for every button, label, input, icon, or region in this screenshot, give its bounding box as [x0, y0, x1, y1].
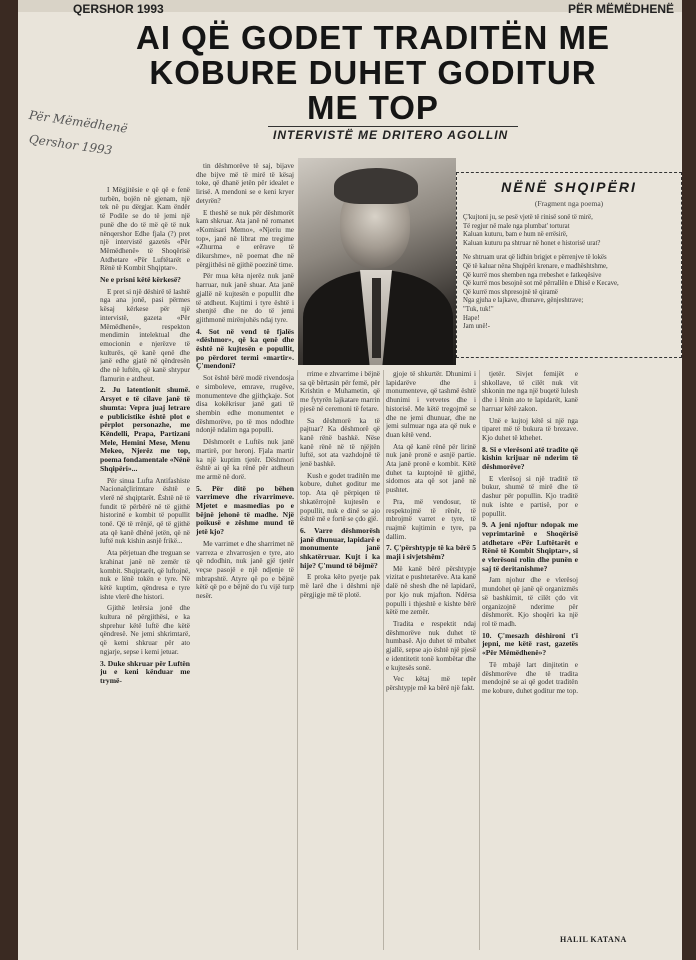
interview-paragraph: Ata që kanë rënë për lirinë nuk janë pronë e asnjë partie. Ata janë pronë e kombit. Këtë duhet ta kuptojnë të gjithë, sidomos ata që sot janë në pushtet.	[386, 442, 476, 495]
interview-question: 10. Ç'mesazh dëshironi t'i jepni, me këtë rast, gazetës «Për Mëmëdhenë»?	[482, 630, 578, 658]
interview-paragraph: Për mua këta njerëz nuk janë harruar, nuk janë shuar. Ata janë gjallë në kujtesën e popullit dhe të atdheut. Kujtimi i tyre është i shenjtë dhe ne do të jemi gjithmonë mirënjohës ndaj tyre.	[196, 272, 294, 324]
article-subtitle: INTERVISTË ME DRITERO AGOLLIN	[273, 128, 509, 142]
column-rule	[479, 370, 480, 950]
column-4	[386, 370, 476, 940]
interview-paragraph: Vec këtaj më tepër përshtypje më ka bërë një fakt.	[386, 675, 476, 692]
interview-paragraph: E proka këto pyetje pak më larë dhe i dëshmi një përgjigje më të plotë.	[300, 573, 380, 599]
newspaper-page	[18, 0, 682, 960]
interview-question: 2. Ju latentionit shumë. Arsyet e të cilave janë të shumta: Vepra juaj letrare e publicistike është plot e përplot personazhe, me Këndelli, Prapa, Partizani Mele, Hemini Mese, Menu Mekeo, Njerëz me top, poema fondamentale «Nënë Shqipëri»...	[100, 385, 190, 473]
column-rule	[297, 370, 298, 950]
column-rule	[383, 370, 384, 950]
poem-line: Ne shtruam urat që lidhin brigjet e përrenjve të lokës	[463, 254, 607, 262]
poem-line: Të regjur në male nga plumbat' torturat	[463, 222, 570, 230]
interview-paragraph: Kush e godet traditën me kobure, duhet goditur me top. Ata që përpiqen të shkatërrojnë kujtesën e popullit, nuk e dinë se ajo është më e fortë se çdo gjë.	[300, 471, 380, 524]
interview-question: 4. Sot në vend të fjalës «dëshmor», që ka qenë dhe është në kujtesën e popullit, po përdoret termi «martir». Ç'mendoni?	[196, 326, 294, 371]
interviewer-signature: HALIL KATANA	[560, 935, 627, 944]
interview-paragraph: Jam njohur dhe e vlerësoj mundohet që janë që organizmës së bashkimit, të cilët çdo vit organizojnë nderime për dëshmorët. Kjo shoqëri ka një rol të madh.	[482, 576, 578, 628]
interview-question: 5. Për ditë po bëhen varrimeve dhe rivarrimeve. Mjetet e masmedias po e bëjnë jehonë të madhe. Një poikusë e zëshme mund të jetë kjo?	[196, 483, 294, 537]
column-1	[100, 186, 190, 906]
interview-question: 8. Si e vlerësoni atë tradite që kishin krijuar në nderim të dëshmorëve?	[482, 444, 578, 472]
photo-tie	[372, 278, 381, 358]
poem-line: Jam unë!-	[463, 323, 490, 331]
poem-line: Që kurrë mos shemben nga rrebeshet e fatkeqësive	[463, 271, 602, 279]
interview-paragraph: Unë e kujtoj këtë si një nga tiparet më të bukura të brezave. Kjo duhet të kthehet.	[482, 416, 578, 442]
interview-question: Ne e prisni këtë kërkesë?	[100, 275, 181, 285]
poem-box	[456, 172, 682, 358]
interview-question: 6. Varre dëshmorësh janë dhunuar, lapidarë e monumente janë shkatërruar. Kujt i ka hije? Ç'mund të bëjmë?	[300, 525, 380, 570]
poem-line: "Tuk, tuk!"	[463, 305, 494, 313]
interview-question: 9. A jeni njoftur ndopak me veprimtarinë e Shoqërisë atdhetare «Për Luftëtarët e Rënë të Kombit Shqiptar», si e vlerësoni rolin dhe punën e saj të deritanishme?	[482, 520, 578, 573]
handwritten-note-2: Qershor 1993	[28, 132, 114, 158]
interview-paragraph: E vlerësoj si një traditë të bukur, shumë të mirë dhe të dashur për popullin. Kjo traditë nuk ishte e partisë, por e popullit.	[482, 474, 578, 518]
interview-paragraph: Pra, më vendosur, të respektojmë të rënët, të mbrojmë varret e tyre, të ruajmë kujtimin e tyre, pa dallim.	[386, 497, 476, 541]
interview-paragraph: I Mëgjitësie e që që e fenë turbën, bojën në gjenam, një tek në pu dërgjar. Kam ëndër të Podile se do të jemi një punë dhe do të më që të nuk nënqershor Edhe fjala (?) pret një intervistë gazetës «Për Mëmëdhenë» të Shoqërisë Atdhetare «Për Luftëtarët e Rënë të Kombit Shqiptar».	[100, 186, 190, 273]
interview-paragraph: E pret si një dëshirë të lashtë nga ana jonë, pasi përmes kësaj kërkese për një intervistë, gazeta «Për Mëmëdhenë», respekton mendimin intelektual dhe emocionin e njerëzve të kulturës, që kanë qenë dhe janë edhe gjatë në qëndresën dhe në luftën, që kanë shtypur flamurin e atdheut.	[100, 287, 190, 383]
poem-lines	[463, 214, 675, 332]
headline-line-3: ME TOP	[307, 89, 439, 126]
interview-paragraph: Më kanë bërë përshtypje vizitat e pushtetarëve. Ata kanë dalë në shesh dhe në lapidarë, por kjo nuk mjafton. Ndërsa populli i thjeshtë e kishte bërë këtë me zemër.	[386, 564, 476, 617]
poem-line: Që kurrë mos shpresojnë të qiramë	[463, 288, 558, 296]
poem-line: Që kurrë mos besojnë sot më përrallën e Dhisë e Kecave,	[463, 280, 619, 288]
author-photo	[298, 158, 456, 365]
column-3	[300, 370, 380, 930]
handwritten-note-1: Për Mëmëdhenë	[28, 108, 129, 136]
headline-line-2: KOBURE DUHET GODITUR	[149, 54, 597, 91]
interview-paragraph: Sa dëshmorë ka të pajtuar? Ka dëshmorë që kanë rënë bashkë. Nëse kanë rënë në të njëjtën luftë, sot ata vazhdojnë të jenë bashkë.	[300, 416, 380, 469]
headline-line-1: AI QË GODET TRADITËN ME	[135, 19, 610, 56]
interview-paragraph: Të mbajë lart dinjitetin e dëshmorëve dhe të tradita mendojnë se ai që godet traditën me kobure, duhet goditur me top.	[482, 660, 578, 695]
interview-paragraph: tjetër. Sivjet femijët e shkollave, të cilët nuk vit shkonin me nga një buqetë lulesh dhe i lënin ato te lapidarët, kanë harruar këtë zakon.	[482, 370, 578, 413]
interview-paragraph: tin dëshmorëve të saj, bijave dhe bijve më të mirë të kësaj toke, që dhanë jetën për idealet e lirisë. A mendoni se e keni kryer detyrën?	[196, 162, 294, 205]
poem-line: Që të kaluar nëna Shqipëri krenare, e madhështshme,	[463, 262, 608, 270]
poem-line: Nga gjuha e lajkave, dhunave, gënjeshtrave;	[463, 297, 584, 305]
poem-line: Hape!	[463, 314, 480, 322]
interview-paragraph: Gjithë letërsia jonë dhe kultura në përgjithësi, e ka shprehur këtë luftë dhe këtë qëndresë. Ne jemi shkrimtarë, që kemi shkruar për ato ngjarje, sepse i kemi jetuar.	[100, 604, 190, 656]
interview-paragraph: Sot është bërë modë rivendosja e simboleve, emrave, rrugëve, monumenteve dhe gjithçkaje. Sot disa kokëkrisur janë gati të shembin edhe monumentet e dëshmorëve, po të mos ndodhte ndonjë ndalim nga populli.	[196, 374, 294, 435]
interview-question: 3. Duke shkruar për Luftën ju e keni kënduar me trymë-	[100, 658, 190, 685]
article-headline	[78, 20, 668, 125]
interview-paragraph: gjoje të shkurtër. Dhunimi i lapidarëve dhe i monumenteve, që tashmë është dhunimi i vetvetes dhe i historisë. Me këtë tregojmë se dhe ne jemi dhunuar, dhe ne jemi sulmuar nga ata që nuk e duan këtë vend.	[386, 370, 476, 439]
poem-title: NËNË SHQIPËRI	[501, 179, 637, 195]
interview-paragraph: Tradita e respektit ndaj dëshmorëve nuk duhet të humbasë. Ajo duhet të mbahet gjallë, sepse ajo është një pjesë e identitetit tonë kombëtar dhe e kujtesës sonë.	[386, 619, 476, 672]
column-2	[196, 162, 294, 922]
poem-line: Kaluan kuturu, bam e hum në errësirë,	[463, 231, 568, 239]
subtitle-rule	[268, 126, 518, 127]
column-5	[482, 370, 578, 930]
masthead-date: QERSHOR 1993	[73, 2, 164, 16]
masthead-title: PËR MËMËDHENË	[567, 2, 674, 16]
interview-paragraph: Dëshmorët e Luftës nuk janë martirë, por heronj. Fjala martir ka një kuptim tjetër. Dëshmori është ai që ka rënë për atdheun me armë në dorë.	[196, 438, 294, 481]
interview-paragraph: Ata përjetuan dhe treguan se krahinat janë në zemër të kombit. Shqiptarët, që luftojnë, nuk e lënë tokën e tyre. Në këtë kuptim, qëndresa e tyre ishte vlerë dhe histori.	[100, 549, 190, 601]
interview-paragraph: Me varrimet e dhe sharrimet në varreza e zhvarrosjen e tyre, ato që ndodhin, nuk janë gjë tjetër veçse pasojë e një ndjenje të mbrapshtë. Atyre që po e bëjnë këtë që po e bëjnë do t'u vijë turp nesër.	[196, 539, 294, 601]
photo-hair	[334, 168, 418, 204]
interview-paragraph: E theshë se nuk për dëshmorët kam shkruar. Ata janë në romanet «Komisari Memo», «Njeriu me top», janë në librat me tregime «Zhurma e erërave të dikurshme», në poemat dhe në përgjithësi në gjithë poezinë time.	[196, 208, 294, 269]
poem-line: Kaluan kuturu pa shtruar në honet e historisë urat?	[463, 239, 601, 247]
poem-line: Ç'kujtoni ju, se pesë vjetë të rinisë sonë të mirë,	[463, 214, 593, 221]
interview-question: 7. Ç'përshtypje të ka bërë 5 maji i sivjetshëm?	[386, 543, 476, 562]
poem-subtitle: (Fragment nga poema)	[534, 199, 604, 208]
interview-paragraph: rrime e zhvarrime i bëjnë sa që bërtasin për femë, për Krishtin e Muhametin, që me fytyrën lajkatare marrin pjesë në ceremoni të fetare.	[300, 370, 380, 413]
interview-paragraph: Për sinua Lufta Antifashiste Nacionalçlirimtare është e vlerë në shqiptarët. Është në të fundit të përbërë në të gjithë historinë e kombit të popullit tonë. Që të rrënjë, që të gjithë ata që kanë dhënë jetën, që në luftë nuk kishin asnjë frikë...	[100, 476, 190, 546]
